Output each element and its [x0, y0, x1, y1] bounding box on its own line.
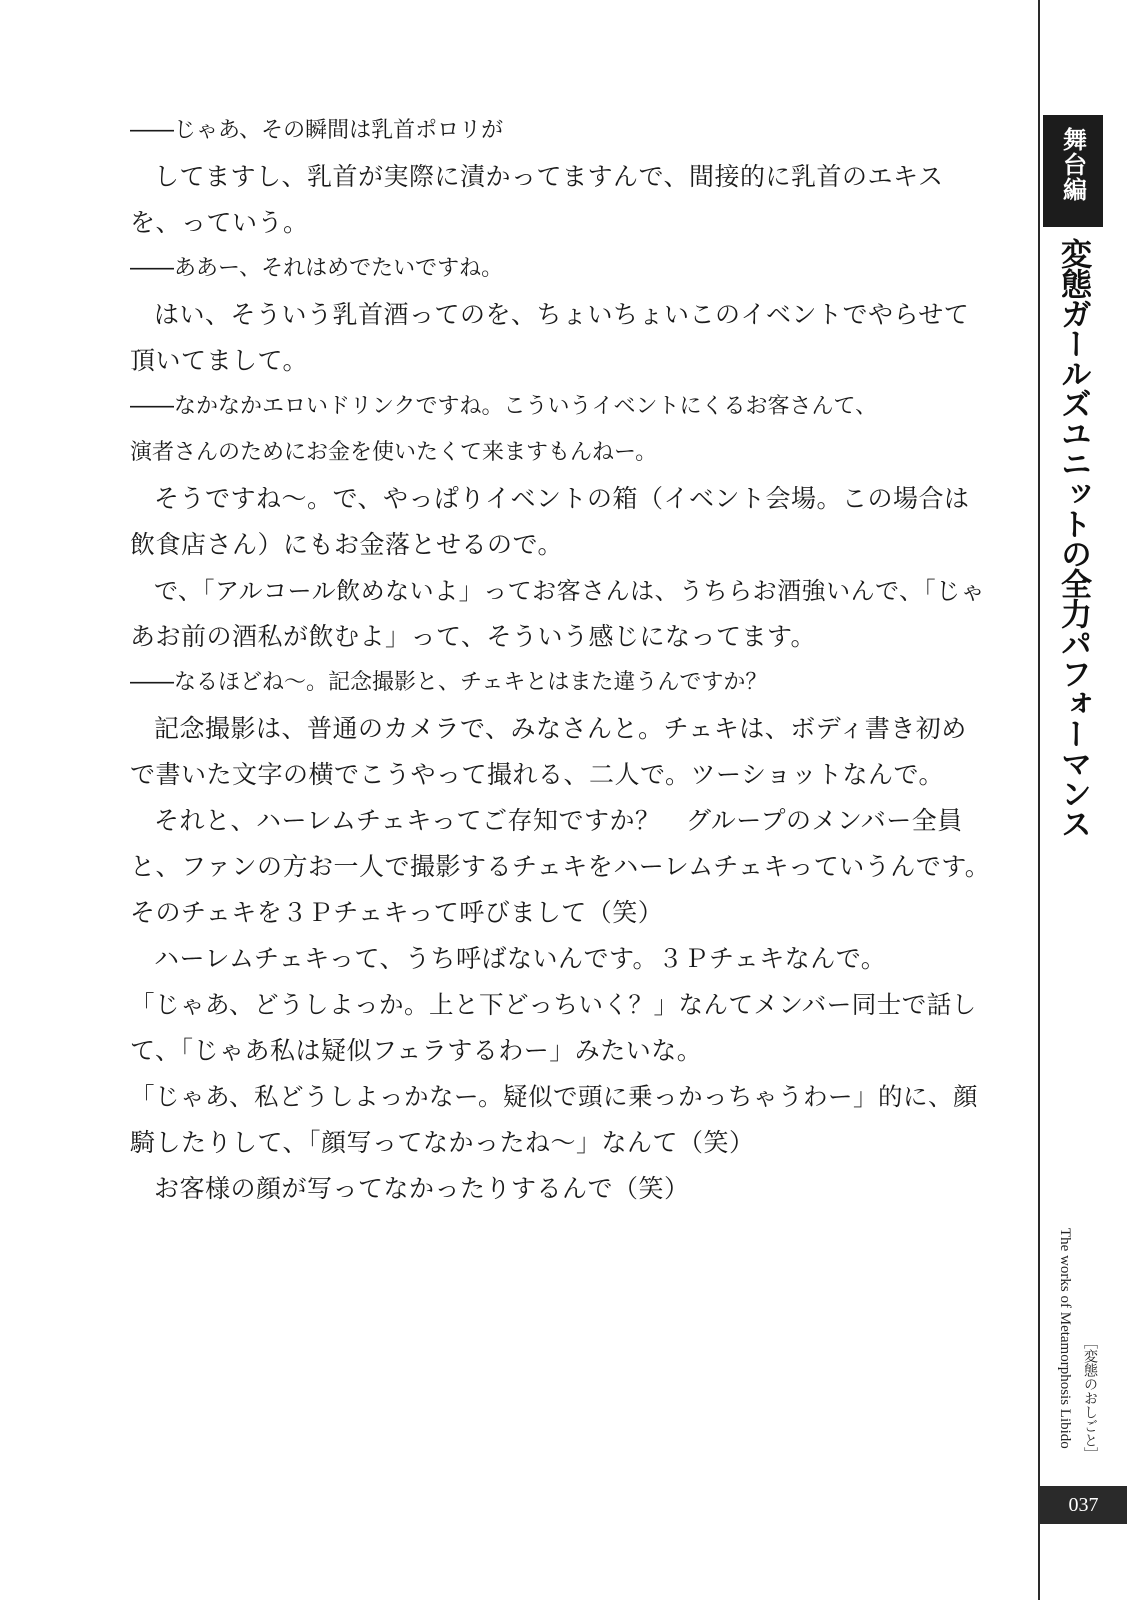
section-label: 舞台編 — [1058, 127, 1088, 202]
body-line: それと、ハーレムチェキってご存知ですか？ グループのメンバー全員 — [154, 806, 963, 835]
body-line: はい、そういう乳首酒ってのを、ちょいちょいこのイベントでやらせて — [154, 300, 970, 329]
body-line: で書いた文字の横でこうやって撮れる、二人で。ツーショットなんで。 — [130, 760, 945, 789]
body-line: で、「アルコール飲めないよ」ってお客さんは、うちらお酒強いんで、「じゃ — [154, 577, 986, 605]
margin-rule — [1038, 0, 1040, 1600]
body-line: そのチェキを３Ｐチェキって呼びまして（笑） — [130, 898, 664, 927]
book-title-en: The works of Metamorphosis Libido — [1057, 1228, 1073, 1449]
body-line: 飲食店さん）にもお金落とせるので。 — [130, 530, 564, 559]
body-line: 記念撮影は、普通のカメラで、みなさんと。チェキは、ボディ書き初め — [154, 714, 967, 743]
body-line: お客様の顔が写ってなかったりするんで（笑） — [154, 1174, 690, 1203]
body-line: あお前の酒私が飲むよ」って、そういう感じになってます。 — [130, 622, 817, 651]
interviewer-line: ――なるほどね～。記念撮影と、チェキとはまた違うんですか？ — [130, 670, 768, 695]
body-line: 「じゃあ、私どうしよっかなー。疑似で頭に乗っかっちゃうわー」的に、顔 — [130, 1082, 979, 1111]
body-text — [130, 108, 990, 1212]
body-line: 「じゃあ、どうしよっか。上と下どっちいく？」なんてメンバー同士で話し — [130, 990, 977, 1019]
page-number-box — [1040, 1486, 1127, 1524]
section-tab — [1043, 115, 1103, 227]
chapter-title: 変態ガールズユニットの全力パフォーマンス — [1055, 238, 1091, 838]
body-line: 騎したりして、「顔写ってなかったね～」なんて（笑） — [130, 1128, 755, 1157]
interviewer-line: ――ああー、それはめでたいですね。 — [130, 256, 504, 281]
body-line: を、っていう。 — [130, 208, 309, 237]
interviewer-line: ――なかなかエロいドリンクですね。こういうイベントにくるお客さんて、 — [130, 394, 878, 419]
body-line: 頂いてまして。 — [130, 346, 309, 375]
body-line: してますし、乳首が実際に漬かってますんで、間接的に乳首のエキス — [154, 162, 944, 191]
book-title-jp: ［変態のおしごと］ — [1082, 1335, 1098, 1461]
interviewer-line: ――じゃあ、その瞬間は乳首ポロリが — [130, 118, 504, 143]
body-line: ハーレムチェキって、うち呼ばないんです。３Ｐチェキなんで。 — [154, 944, 887, 973]
page-number: 037 — [1068, 1493, 1099, 1516]
body-line: そうですね～。で、やっぱりイベントの箱（イベント会場。この場合は — [154, 484, 970, 513]
interviewer-line: 演者さんのためにお金を使いたくて来ますもんねー。 — [130, 440, 658, 465]
body-line: て、「じゃあ私は疑似フェラするわー」みたいな。 — [130, 1036, 703, 1065]
body-line: と、ファンの方お一人で撮影するチェキをハーレムチェキっていうんです。 — [130, 852, 991, 881]
